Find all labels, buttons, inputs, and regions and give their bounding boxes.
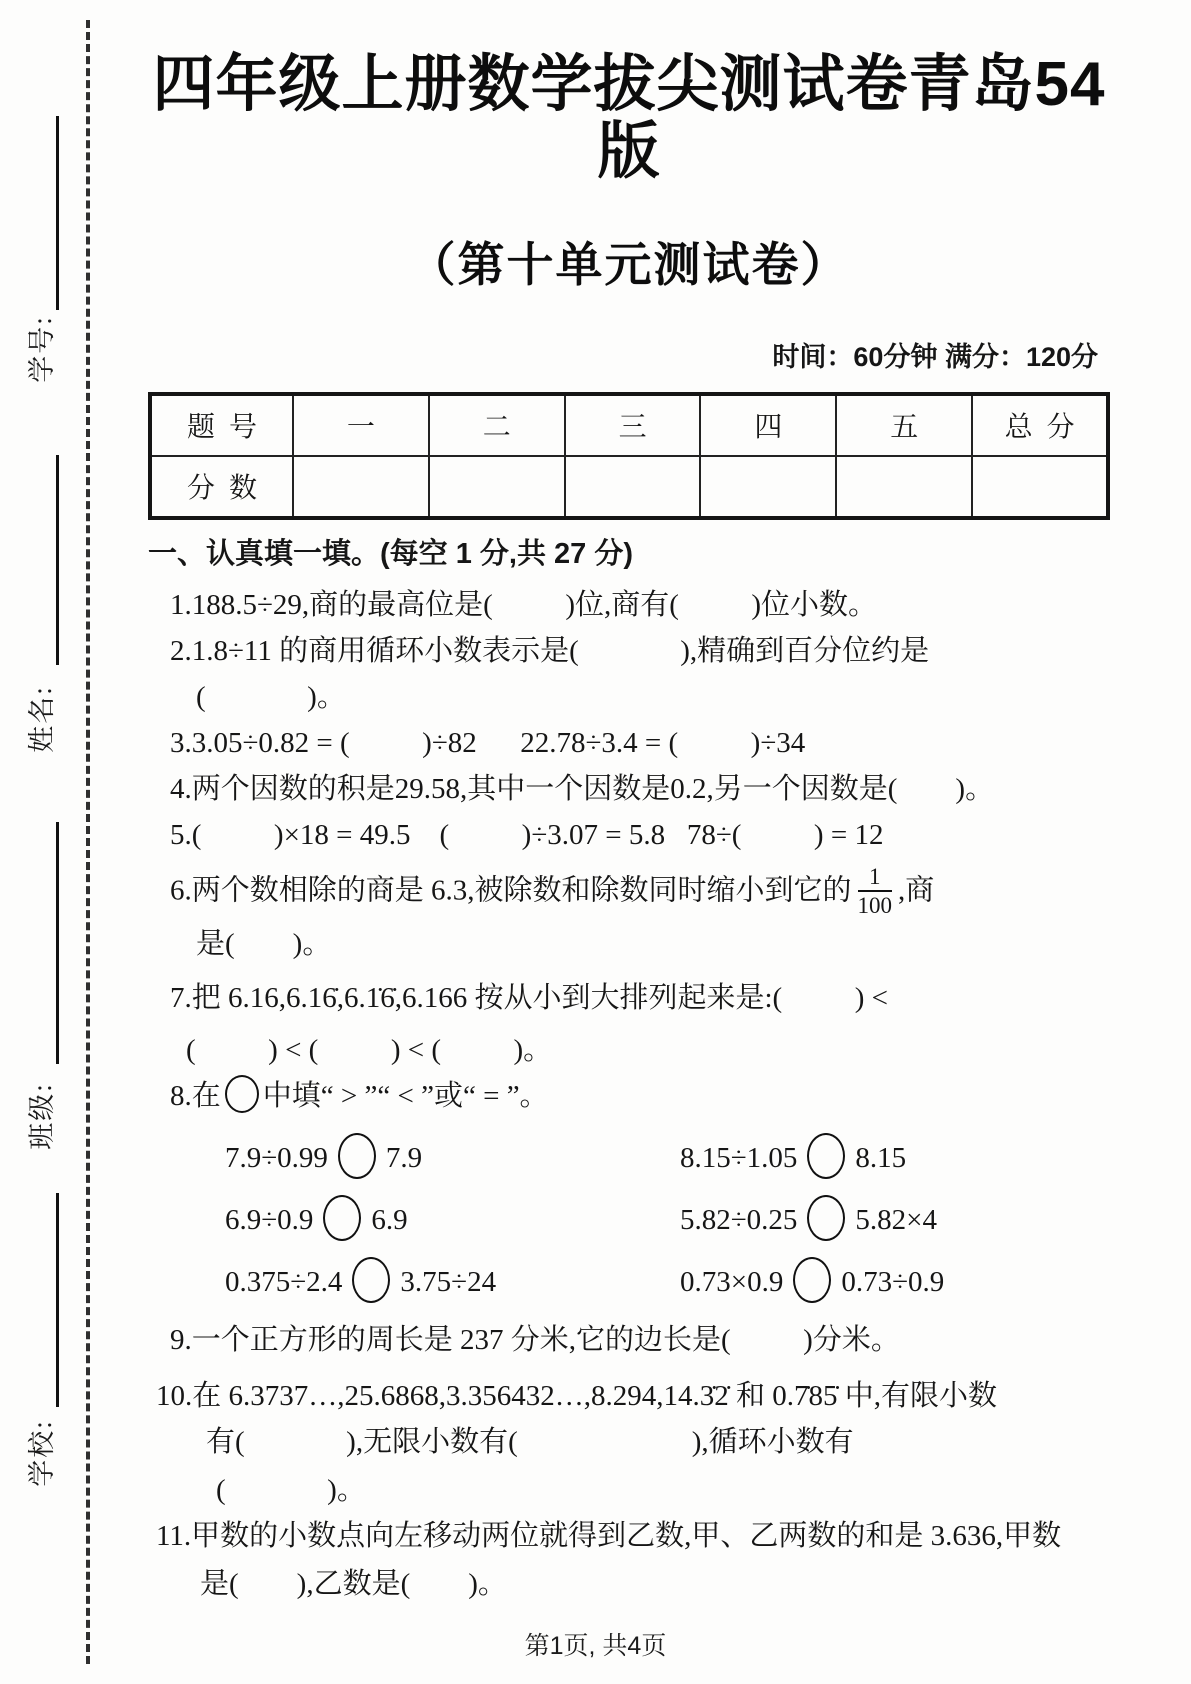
question-10-line-3: ( )。 <box>216 1473 366 1506</box>
score-table-header-cell: 五 <box>836 394 972 456</box>
comparison-right-expression: 8.15 <box>855 1141 907 1174</box>
score-row-label: 分 数 <box>150 456 293 518</box>
blank-circle-icon <box>807 1195 845 1241</box>
blank-circle-icon <box>225 1075 259 1113</box>
comparison-item <box>225 1257 680 1305</box>
score-table <box>148 392 1110 520</box>
blank-circle-icon <box>323 1195 361 1241</box>
score-table-header-cell: 题 号 <box>150 394 293 456</box>
question-6-line-1 <box>148 864 1110 919</box>
comparison-item <box>680 1257 1110 1305</box>
question-6-line-2: 是( )。 <box>196 927 332 960</box>
comparison-left-expression: 7.9÷0.99 <box>225 1141 328 1174</box>
comparison-right-expression: 5.82×4 <box>855 1203 938 1236</box>
comparison-item <box>225 1133 680 1181</box>
question-8-heading <box>148 1073 1110 1119</box>
question-5: 5.( )×18 = 49.5 ( )÷3.07 = 5.8 78÷( ) = 12 <box>170 818 884 851</box>
question-8-row-1 <box>148 1133 1110 1181</box>
page-subtitle: （第十单元测试卷） <box>408 237 850 291</box>
student-number-label: 学号: <box>27 315 57 383</box>
score-cell <box>293 456 429 518</box>
question-8-text-post: 中填“ > ”“ < ”或“ = ”。 <box>262 1079 549 1112</box>
class-label: 班级: <box>27 1082 57 1150</box>
score-cell <box>565 456 701 518</box>
page-number: 第1页, 共4页 <box>524 1632 667 1660</box>
main-column <box>148 0 1110 1607</box>
question-7-line-1: 7.把 6.16,6.16̇,6.1̇6̇,6.166 按从小到大排列起来是:( ) < <box>170 981 888 1014</box>
section-1-questions <box>148 582 1110 1607</box>
question-8-row-2 <box>148 1195 1110 1243</box>
comparison-item <box>680 1195 1110 1243</box>
fraction-denominator: 100 <box>857 893 893 919</box>
binding-dashed-line <box>86 20 90 1664</box>
comparison-right-expression: 7.9 <box>385 1141 423 1174</box>
question-7-line-2: ( ) < ( ) < ( )。 <box>186 1033 553 1066</box>
question-2-line-2: ( )。 <box>196 680 346 713</box>
comparison-right-expression: 3.75÷24 <box>400 1265 497 1298</box>
fraction-1-over-100 <box>858 864 893 919</box>
question-6-text-pre: 6.两个数相除的商是 6.3,被除数和除数同时缩小到它的 <box>170 874 852 907</box>
question-1: 1.188.5÷29,商的最高位是( )位,商有( )位小数。 <box>170 588 878 621</box>
question-8-row-3 <box>148 1257 1110 1305</box>
question-11-line-2: 是( ),乙数是( )。 <box>200 1567 507 1600</box>
question-6-text-post: ,商 <box>898 874 935 907</box>
score-table-header-cell: 二 <box>429 394 565 456</box>
blank-circle-icon <box>338 1133 376 1179</box>
question-10-line-1: 10.在 6.3737…,25.6868,3.356432…,8.294,14.3̇2̇ 和 0.7̇85̇ 中,有限小数 <box>156 1379 998 1412</box>
comparison-item <box>680 1133 1110 1181</box>
school-label: 学校: <box>27 1419 57 1487</box>
class-write-line <box>56 822 59 1064</box>
page-title: 四年级上册数学拔尖测试卷青岛54版 <box>152 50 1106 186</box>
comparison-item <box>225 1195 680 1243</box>
score-table-score-row <box>150 456 1108 518</box>
comparison-left-expression: 6.9÷0.9 <box>225 1203 314 1236</box>
blank-circle-icon <box>807 1133 845 1179</box>
comparison-right-expression: 0.73÷0.9 <box>841 1265 945 1298</box>
question-2-line-1: 2.1.8÷11 的商用循环小数表示是( ),精确到百分位约是 <box>170 634 930 667</box>
question-11-line-1: 11.甲数的小数点向左移动两位就得到乙数,甲、乙两数的和是 3.636,甲数 <box>156 1519 1062 1552</box>
question-10-line-2: 有( ),无限小数有( ),循环小数有 <box>206 1425 854 1458</box>
score-table-header-row <box>150 394 1108 456</box>
blank-circle-icon <box>793 1257 831 1303</box>
fraction-numerator: 1 <box>858 864 893 892</box>
score-table-header-cell: 三 <box>565 394 701 456</box>
question-3: 3.3.05÷0.82 = ( )÷82 22.78÷3.4 = ( )÷34 <box>170 726 806 759</box>
score-table-header-cell: 四 <box>700 394 836 456</box>
comparison-left-expression: 0.73×0.9 <box>680 1265 784 1298</box>
score-cell <box>429 456 565 518</box>
name-label: 姓名: <box>27 685 57 753</box>
comparison-left-expression: 5.82÷0.25 <box>680 1203 798 1236</box>
question-8-text-pre: 8.在 <box>170 1079 221 1112</box>
question-9: 9.一个正方形的周长是 237 分米,它的边长是( )分米。 <box>170 1323 900 1356</box>
comparison-left-expression: 0.375÷2.4 <box>225 1265 343 1298</box>
score-table-header-cell: 总 分 <box>972 394 1108 456</box>
section-1-heading: 一、认真填一填。(每空 1 分,共 27 分) <box>148 537 633 570</box>
comparison-right-expression: 6.9 <box>371 1203 408 1236</box>
comparison-left-expression: 8.15÷1.05 <box>680 1141 798 1174</box>
score-cell <box>700 456 836 518</box>
blank-circle-icon <box>352 1257 390 1303</box>
score-cell <box>836 456 972 518</box>
time-score-info: 时间：60分钟 满分：120分 <box>772 341 1098 372</box>
question-4: 4.两个因数的积是29.58,其中一个因数是0.2,另一个因数是( )。 <box>170 772 995 805</box>
score-table-header-cell: 一 <box>293 394 429 456</box>
score-cell <box>972 456 1108 518</box>
